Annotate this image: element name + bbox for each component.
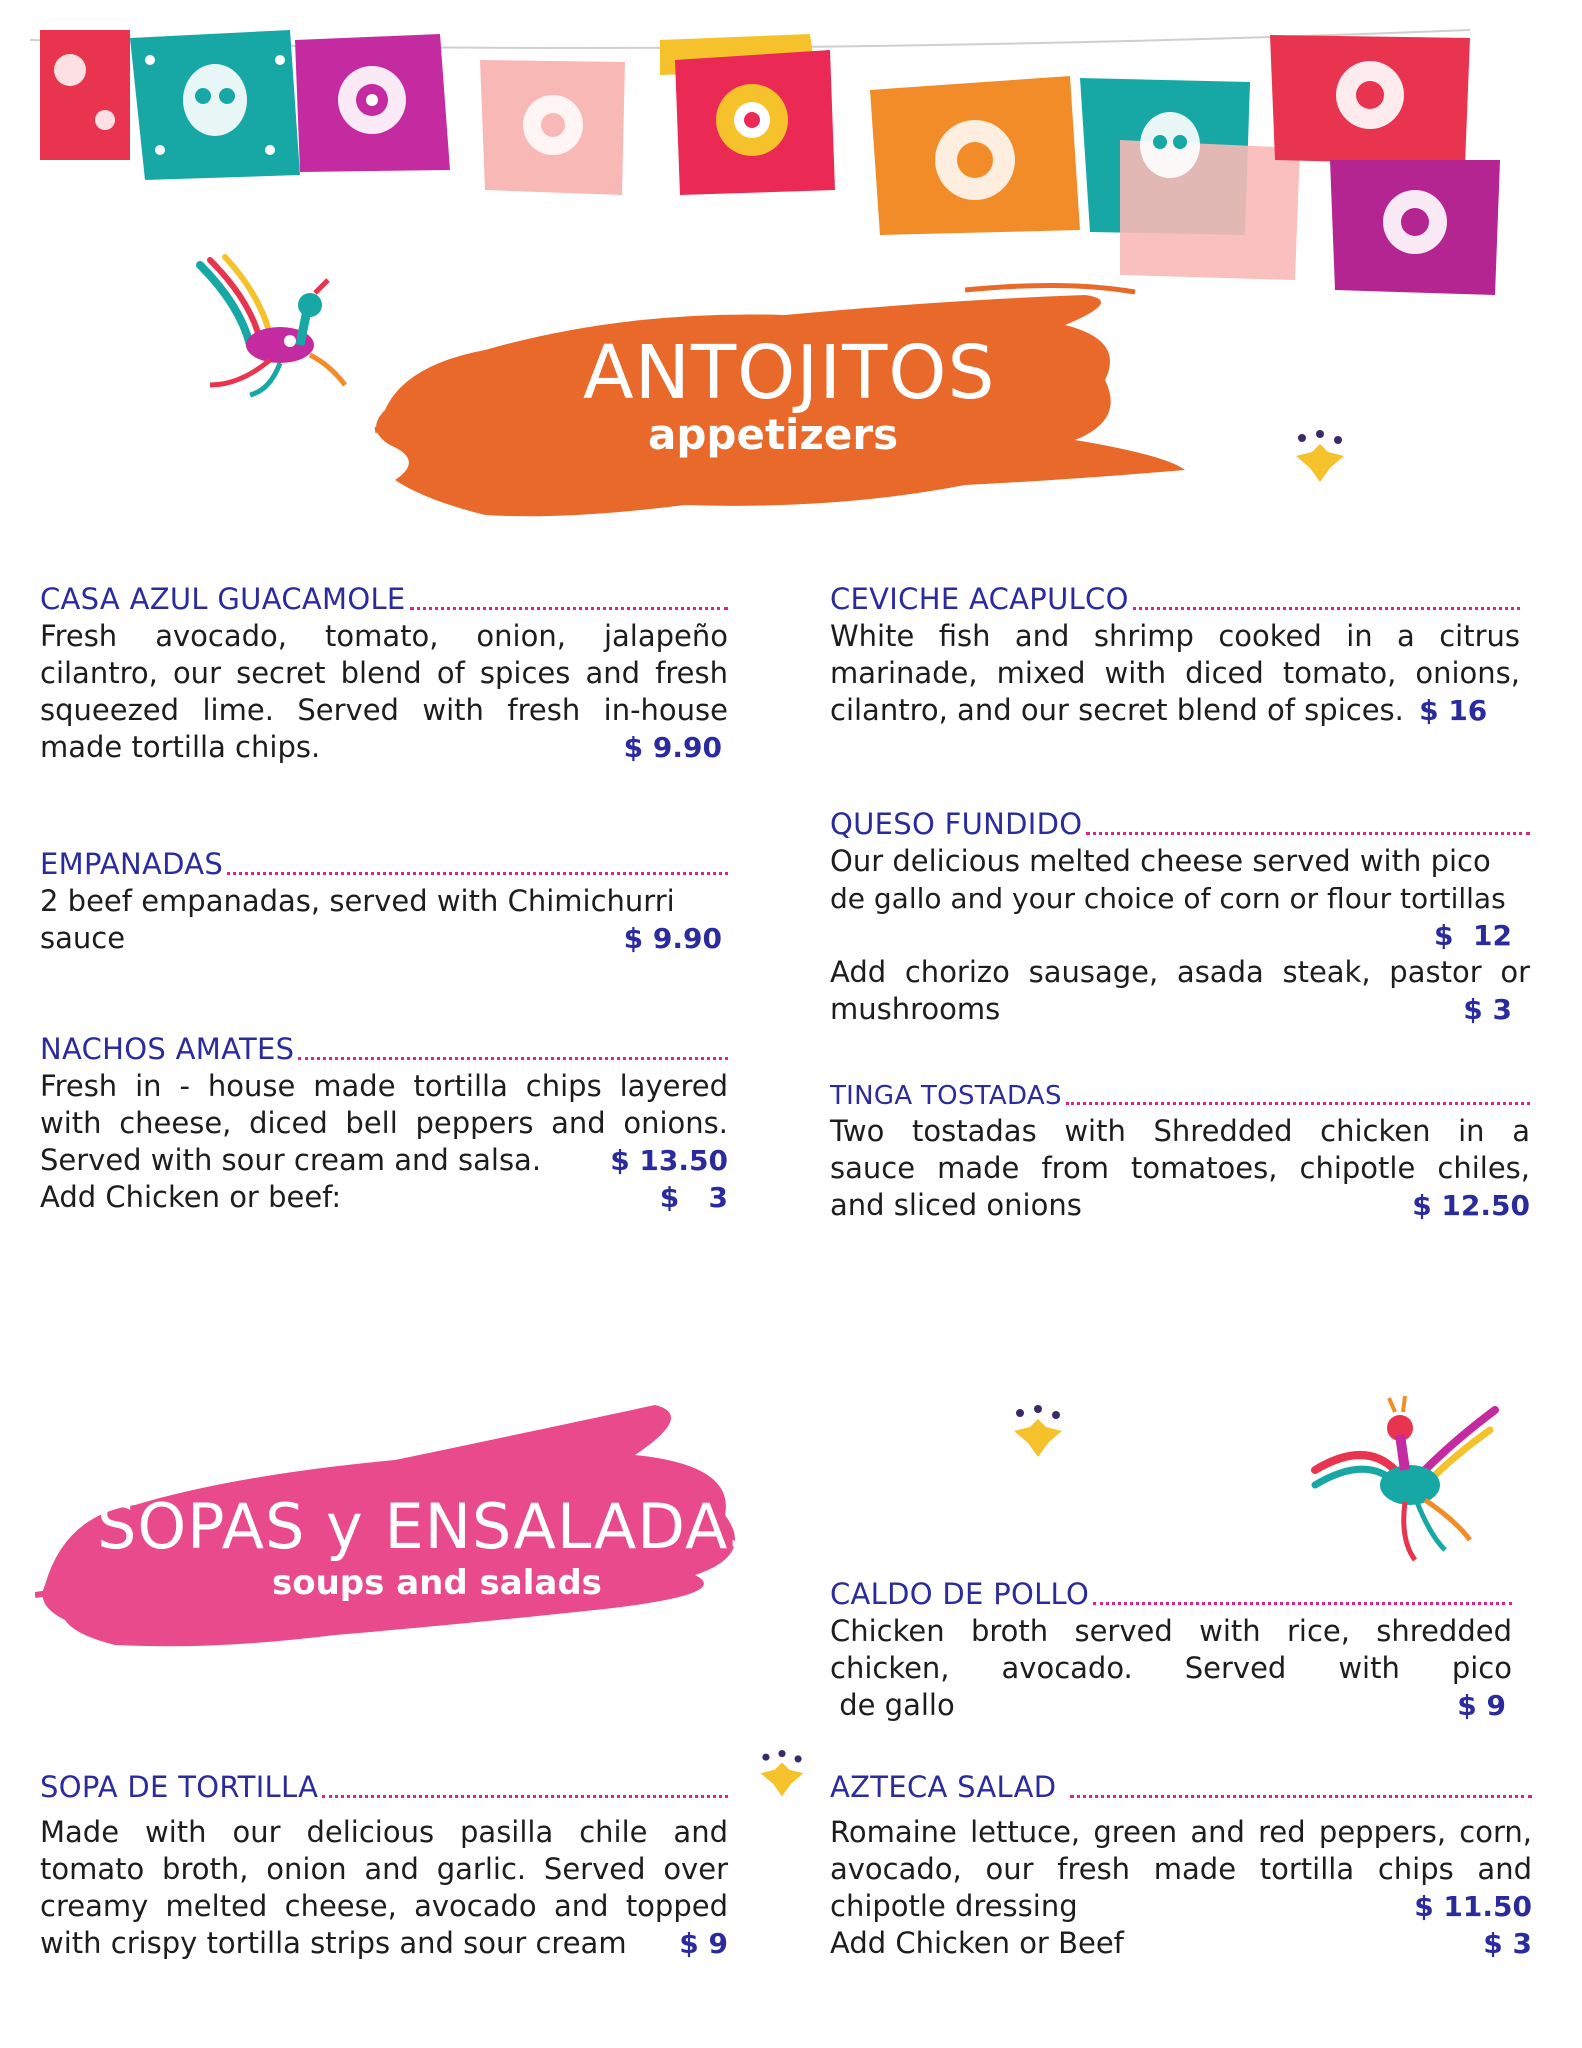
soups-title: SOPAS y ENSALADAS [97,1490,769,1563]
dotted-leader [227,872,728,875]
item-price: $ 9 [679,1927,728,1960]
dotted-leader [1133,607,1520,610]
item-desc-line: squeezed lime. Served with fresh in-house [40,693,728,727]
appetizers-title: ANTOJITOS [583,330,996,416]
item-name: TINGA TOSTADAS [830,1081,1062,1111]
item-desc-line: tomato broth, onion and garlic. Served over [40,1852,728,1886]
menu-item-guacamole [40,580,728,766]
menu-item-sopa-de-tortilla [40,1768,728,1962]
dotted-leader [1086,832,1530,835]
item-desc-line: creamy melted cheese, avocado and topped [40,1889,728,1923]
item-desc-line: Fresh avocado, tomato, onion, jalapeño [40,619,728,653]
item-name: QUESO FUNDIDO [830,807,1083,841]
item-desc-line: sauce made from tomatoes, chipotle chiles, [830,1151,1530,1185]
item-addon-price: $ 3 [1463,993,1512,1026]
item-desc-line: chipotle dressing [830,1889,1078,1923]
menu-item-caldo-de-pollo [830,1575,1512,1724]
item-desc-line: Two tostadas with Shredded chicken in a [830,1114,1530,1148]
appetizers-subtitle: appetizers [648,410,899,459]
item-price: $ 9.90 [623,922,722,955]
item-desc-line: with crispy tortilla strips and sour cream [40,1926,627,1960]
item-desc-line: Fresh in - house made tortilla chips layered [40,1069,728,1103]
item-name: CASA AZUL GUACAMOLE [40,582,406,616]
dotted-leader [1070,1795,1532,1798]
item-addon-price: $ 3 [1483,1927,1532,1960]
item-desc-line: Romaine lettuce, green and red peppers, corn, [830,1815,1532,1849]
yellow-flower-icon [757,1750,807,1800]
item-desc-line: marinade, mixed with diced tomato, onions, [830,656,1520,690]
item-addon: Add Chicken or Beef [830,1926,1124,1960]
item-desc-line: Chicken broth served with rice, shredded [830,1614,1512,1648]
menu-item-tinga-tostadas [830,1075,1530,1224]
item-desc-line: sauce [40,921,126,955]
dotted-leader [1093,1602,1512,1605]
item-name: EMPANADAS [40,847,224,881]
item-desc-line: Made with our delicious pasilla chile and [40,1815,728,1849]
item-desc-line: 2 beef empanadas, served with Chimichurri [40,884,675,918]
dotted-leader [322,1795,728,1798]
item-desc-line: de gallo and your choice of corn or flour tortillas [830,882,1506,915]
item-name: SOPA DE TORTILLA [40,1770,319,1804]
item-addon: mushrooms [830,992,1001,1026]
yellow-flower-icon [1292,430,1348,486]
menu-item-empanadas [40,845,728,957]
item-desc-line: White fish and shrimp cooked in a citrus [830,619,1520,653]
item-price: $ 12.50 [1412,1189,1530,1222]
item-desc-line: Served with sour cream and salsa. [40,1143,542,1177]
item-addon: Add chorizo sausage, asada steak, pastor or [830,955,1530,989]
item-desc-line: de gallo [830,1688,955,1722]
item-name: NACHOS AMATES [40,1032,295,1066]
item-desc-line: with cheese, diced bell peppers and onions. [40,1106,728,1140]
flag-red [40,30,130,160]
soups-subtitle: soups and salads [272,1563,602,1603]
menu-item-azteca-salad [830,1768,1532,1962]
appetizers-heading [365,270,1225,540]
item-name: AZTECA SALAD [830,1770,1057,1804]
dotted-leader [298,1057,728,1060]
alebrije-bird-icon [1305,1390,1505,1565]
item-addon-price: $ 3 [659,1181,728,1214]
item-price: $ 13.50 [610,1144,728,1177]
menu-item-queso-fundido [830,805,1530,1028]
item-addon: Add Chicken or beef: [40,1180,342,1214]
menu-item-nachos [40,1030,728,1216]
item-desc-line: avocado, our fresh made tortilla chips and [830,1852,1532,1886]
item-price: $ 9.90 [623,731,722,764]
dotted-leader [1066,1102,1530,1105]
menu-item-ceviche [830,580,1520,729]
alebrije-bird-icon [180,245,350,400]
item-price: $ 12 [1434,919,1512,952]
item-price: $ 11.50 [1414,1890,1532,1923]
item-price: $ 9 [1457,1689,1506,1722]
item-name: CALDO DE POLLO [830,1577,1090,1611]
item-desc-line: cilantro, and our secret blend of spices. [830,693,1404,727]
item-price: $ 16 [1419,694,1488,727]
item-desc-line: cilantro, our secret blend of spices and fresh [40,656,728,690]
soups-heading [35,1395,795,1660]
yellow-flower-icon [1010,1405,1066,1461]
dotted-leader [410,607,728,610]
item-name: CEVICHE ACAPULCO [830,582,1129,616]
item-desc-line: and sliced onions [830,1188,1082,1222]
item-desc-line: chicken, avocado. Served with pico [830,1651,1512,1685]
item-desc-line: Our delicious melted cheese served with pico [830,844,1491,878]
item-desc-line: made tortilla chips. [40,730,321,764]
